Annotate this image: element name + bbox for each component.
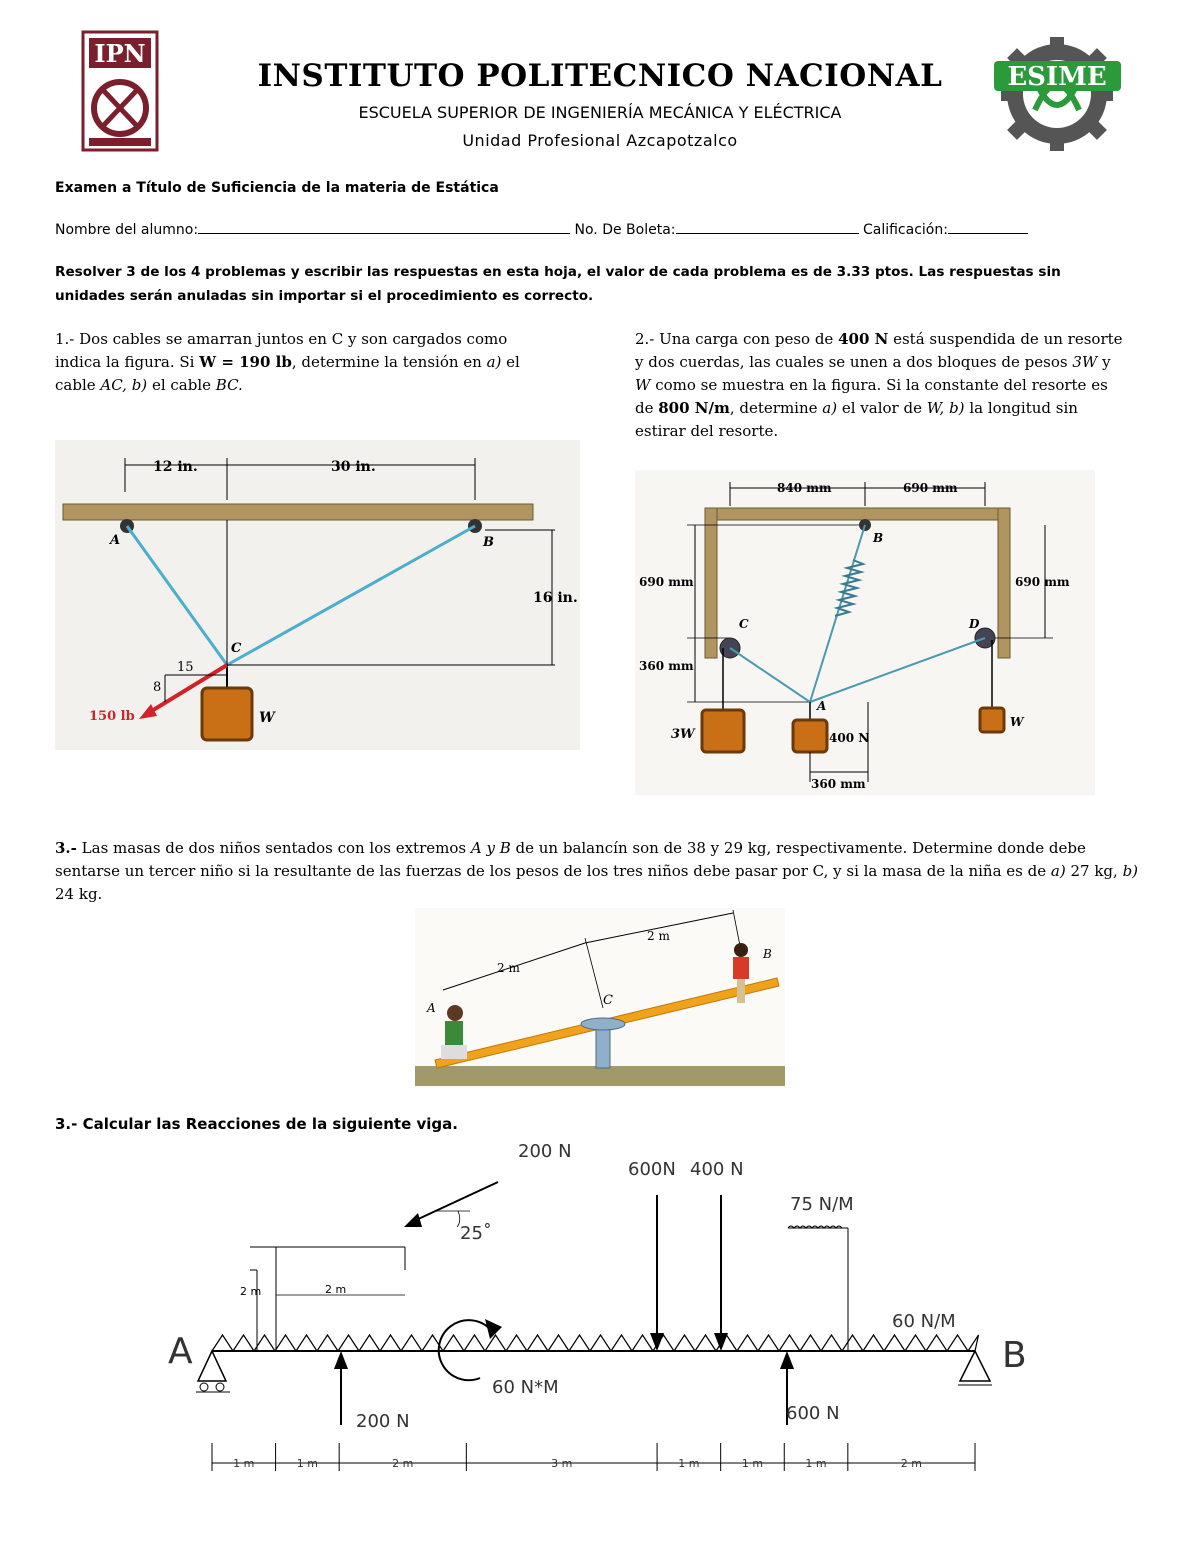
points-ab: A y B: [470, 839, 511, 857]
dim-840mm: 840 mm: [777, 481, 832, 495]
dim-12in: 12 in.: [153, 459, 198, 475]
problem-2-text: [635, 328, 1130, 443]
dim-690mm-top: 690 mm: [903, 481, 958, 495]
angle-25: 25˚: [460, 1223, 492, 1244]
force-600n-up: 600 N: [786, 1403, 840, 1424]
esime-logo: [990, 35, 1125, 153]
force-200n-up: 200 N: [356, 1411, 410, 1432]
text: Las masas de dos niños sentados con los extremos: [76, 839, 471, 857]
span-label: 2 m: [392, 1457, 414, 1470]
moment-60: 60 N*M: [492, 1377, 559, 1398]
ipn-logo-text: IPN: [94, 39, 146, 68]
force-200n-inclined: 200 N: [518, 1141, 572, 1162]
dim-2m-arm: 2 m: [325, 1283, 347, 1296]
support-a: A: [168, 1331, 193, 1372]
weight-w: W,: [926, 399, 945, 417]
text: el cable: [147, 376, 216, 394]
institute-title: INSTITUTO POLITECNICO NACIONAL: [257, 58, 943, 94]
problem-number: 3.-: [55, 839, 77, 857]
text: el valor de: [837, 399, 927, 417]
weight-value: W = 190 lb: [199, 353, 292, 371]
point-a: A: [427, 1001, 436, 1015]
school-name: ESCUELA SUPERIOR DE INGENIERÍA MECÁNICA Y ELÉCTRICA: [358, 103, 842, 122]
block-3w: 3W: [671, 727, 695, 742]
span-label: 2 m: [900, 1457, 923, 1470]
point-b: B: [763, 947, 772, 961]
name-label: Nombre del alumno:: [55, 222, 199, 238]
text: Una carga con peso de: [654, 330, 839, 348]
problem-2-figure: [635, 470, 1095, 795]
problem-4-beam-figure: [160, 1135, 1040, 1485]
problem-number: 2.-: [635, 330, 655, 348]
weight-3w: 3W: [1072, 353, 1098, 371]
part-b: b): [126, 376, 148, 394]
distributed-75: 75 N/M: [790, 1194, 854, 1215]
span-label: 1 m: [233, 1457, 255, 1470]
text: y: [1097, 353, 1111, 371]
part-a: a): [486, 353, 502, 371]
slope-15: 15: [177, 660, 194, 675]
part-a: a): [822, 399, 838, 417]
name-field[interactable]: [198, 220, 570, 234]
grade-field[interactable]: [948, 220, 1028, 234]
point-a: A: [110, 533, 121, 548]
dim-690mm-right: 690 mm: [1015, 575, 1070, 589]
text: de un balancín son de 38 y 29 kg, respectivamente. Determine donde debe sentarse un tercer niño si la resultante de las fuerzas de los pesos de los tres niños debe pasar por C, y si la masa de la niña es de: [55, 839, 1086, 880]
support-b: B: [1002, 1335, 1027, 1376]
student-fields: [55, 220, 1028, 238]
cable-ac: AC,: [100, 376, 127, 394]
force-400n: 400 N: [690, 1159, 744, 1180]
dim-2m-height: 2 m: [240, 1285, 262, 1298]
part-b: b): [944, 399, 965, 417]
esime-logo-text: ESIME: [1007, 62, 1107, 92]
problem-1-figure: [55, 440, 580, 750]
grade-label: Calificación:: [862, 222, 948, 238]
point-d: D: [969, 617, 980, 631]
text: la longitud sin estirar del resorte.: [635, 399, 1078, 440]
point-b: B: [483, 535, 494, 550]
dim-16in: 16 in.: [533, 590, 578, 606]
block-w: W: [1010, 715, 1024, 729]
force-150lb: 150 lb: [89, 709, 135, 724]
cable-bc: BC.: [215, 376, 243, 394]
text: está suspendida de un resorte y dos cuerdas, las cuales se unen a dos bloques de pesos: [635, 330, 1123, 371]
problem-3-text: [55, 837, 1140, 906]
dim-360mm-bottom: 360 mm: [811, 777, 866, 791]
unit-name: Unidad Profesional Azcapotzalco: [462, 131, 738, 150]
exam-title: Examen a Título de Suficiencia de la materia de Estática: [55, 180, 499, 196]
slope-8: 8: [153, 680, 162, 695]
text: , determine la tensión en: [291, 353, 487, 371]
part-a: a): [1050, 862, 1066, 880]
problem-number: 1.-: [55, 330, 75, 348]
point-c: C: [603, 993, 613, 1008]
text: el cable: [55, 353, 520, 394]
span-label: 1 m: [678, 1457, 700, 1470]
dim-2m-left: 2 m: [497, 961, 520, 975]
block-400n: 400 N: [829, 731, 870, 745]
weight-w: W: [259, 710, 275, 726]
span-label: 3 m: [551, 1457, 573, 1470]
problem-4-title: 3.- Calcular las Reacciones de la siguiente viga.: [55, 1115, 458, 1133]
text: Dos cables se amarran juntos en C y son cargados como indica la figura. Si: [55, 330, 508, 371]
span-label: 1 m: [741, 1457, 764, 1470]
part-b: b): [1122, 862, 1139, 880]
text: como se muestra en la figura. Si la constante del resorte es de: [635, 376, 1108, 417]
span-label: 1 m: [805, 1457, 827, 1470]
distributed-60: 60 N/M: [892, 1311, 956, 1332]
instructions: Resolver 3 de los 4 problemas y escribir las respuestas en esta hoja, el valor de cada problema es de 3.33 ptos. Las respuestas sin unidades serán anuladas sin importar si el procedimiento es correcto.: [55, 264, 1061, 304]
problem-1-text: [55, 328, 555, 397]
point-b: B: [873, 531, 884, 545]
boleta-field[interactable]: [676, 220, 859, 234]
text: 27 kg,: [1065, 862, 1123, 880]
force-600n: 600N: [628, 1159, 676, 1180]
span-label: 1 m: [296, 1457, 318, 1470]
point-a: A: [817, 699, 827, 713]
dim-690mm-left: 690 mm: [639, 575, 694, 589]
dim-2m-right: 2 m: [647, 929, 670, 943]
weight-w: W: [635, 376, 651, 394]
problem-3-figure: [415, 908, 785, 1088]
text: , determine: [729, 399, 823, 417]
spring-constant: 800 N/m: [658, 399, 730, 417]
text: 24 kg.: [55, 885, 103, 903]
point-c: C: [739, 617, 749, 631]
point-c: C: [231, 641, 242, 656]
load-value: 400 N: [838, 330, 889, 348]
boleta-label: No. De Boleta:: [574, 222, 676, 238]
dim-30in: 30 in.: [331, 459, 376, 475]
dim-360mm-left: 360 mm: [639, 659, 694, 673]
